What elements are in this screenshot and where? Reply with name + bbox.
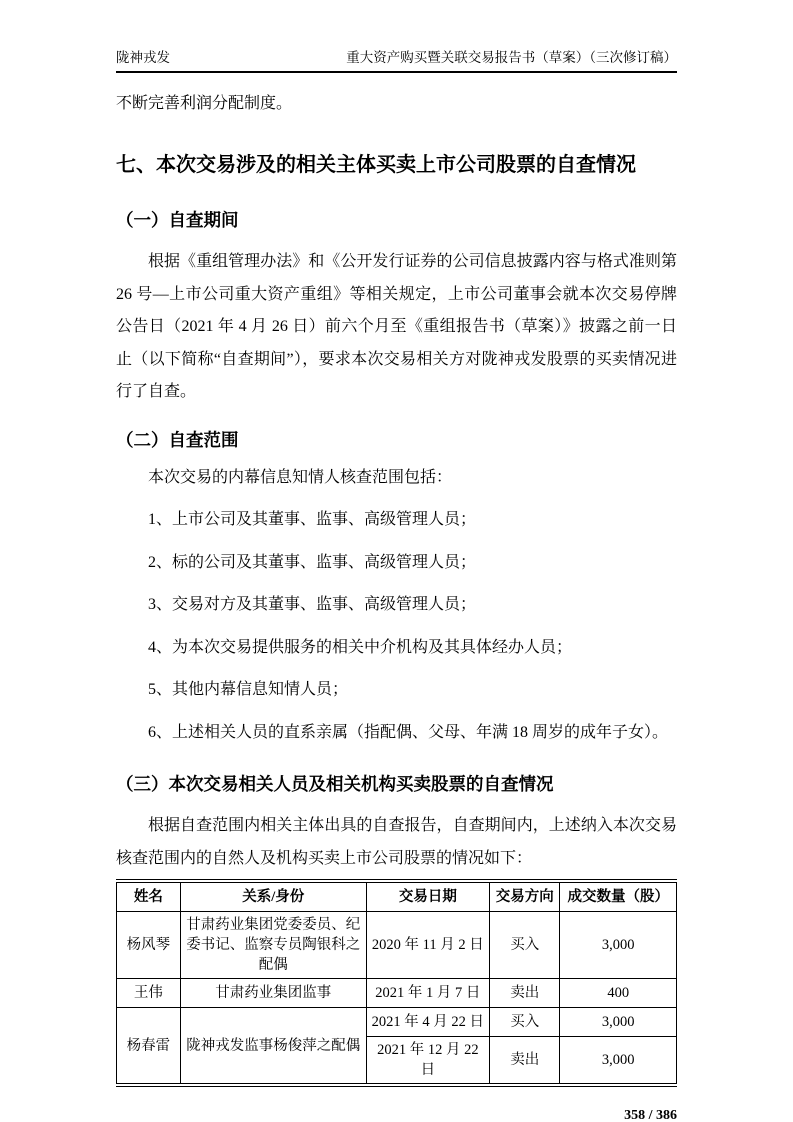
stock-trading-table [116,879,677,1087]
cell-relation: 甘肃药业集团党委委员、纪委书记、监察专员陶银科之配偶 [180,912,366,979]
cell-volume: 3,000 [560,1008,677,1037]
subsection-1-title: （一）自查期间 [116,210,239,230]
subsection-2-title: （二）自查范围 [116,429,239,450]
col-header-volume: 成交数量（股） [560,881,677,912]
col-header-direction: 交易方向 [489,881,560,912]
table-row [117,1008,677,1037]
cell-date: 2021 年 12 月 22 日 [366,1037,489,1086]
section-title: 七、本次交易涉及的相关主体买卖上市公司股票的自查情况 [116,154,636,176]
cell-name: 王伟 [117,979,181,1008]
cell-date: 2021 年 4 月 22 日 [366,1008,489,1037]
table-header-row [117,881,677,912]
col-header-name: 姓名 [117,881,181,912]
cell-name: 杨春雷 [117,1008,181,1086]
list-item-2: 2、标的公司及其董事、监事、高级管理人员； [148,553,477,571]
cell-volume: 400 [560,979,677,1008]
cell-date: 2020 年 11 月 2 日 [366,912,489,979]
cell-volume: 3,000 [560,912,677,979]
cell-date: 2021 年 1 月 7 日 [366,979,489,1008]
subsection-2-lead: 本次交易的内幕信息知情人核查范围包括： [148,468,453,486]
list-item-1: 1、上市公司及其董事、监事、高级管理人员； [148,511,477,528]
list-item-3: 3、交易对方及其董事、监事、高级管理人员； [148,596,477,613]
cell-direction: 买入 [489,912,560,979]
cell-direction: 卖出 [489,979,560,1008]
subsection-1-paragraph: 根据《重组管理办法》和《公开发行证券的公司信息披露内容与格式准则第 26 号—上市公司重大资产重组》等相关规定，上市公司董事会就本次交易停牌公告日（2021 年 4 月 26 日）前六个月至《重组报告书（草案）》披露之前一日止（以下简称“自查期间”），要求本次交易相关方对陇神戎发股票的买卖情况进行了自查。 [116,253,677,400]
list-item-4: 4、为本次交易提供服务的相关中介机构及其具体经办人员； [148,638,573,656]
page-header [116,46,677,73]
cell-name: 杨风琴 [117,912,181,979]
paragraph-continuation: 不断完善利润分配制度。 [116,95,293,112]
col-header-date: 交易日期 [366,881,489,912]
page-number: 358 / 386 [624,1108,677,1122]
header-document-title: 重大资产购买暨关联交易报告书（草案）（三次修订稿） [346,50,677,65]
list-item-6: 6、上述相关人员的直系亲属（指配偶、父母、年满 18 周岁的成年子女）。 [148,723,669,741]
subsection-3-paragraph: 根据自查范围内相关主体出具的自查报告，自查期间内，上述纳入本次交易核查范围内的自然人及机构买卖上市公司股票的情况如下： [116,817,677,867]
table-row [117,979,677,1008]
list-item-5: 5、其他内幕信息知情人员； [148,681,349,698]
col-header-relation: 关系/身份 [180,881,366,912]
cell-relation: 陇神戎发监事杨俊萍之配偶 [180,1008,366,1086]
cell-direction: 卖出 [489,1037,560,1086]
table-row [117,912,677,979]
cell-relation: 甘肃药业集团监事 [180,979,366,1008]
subsection-3-title: （三）本次交易相关人员及相关机构买卖股票的自查情况 [116,774,554,794]
cell-volume: 3,000 [560,1037,677,1086]
header-company-name: 陇神戎发 [116,50,170,65]
cell-direction: 买入 [489,1008,560,1037]
